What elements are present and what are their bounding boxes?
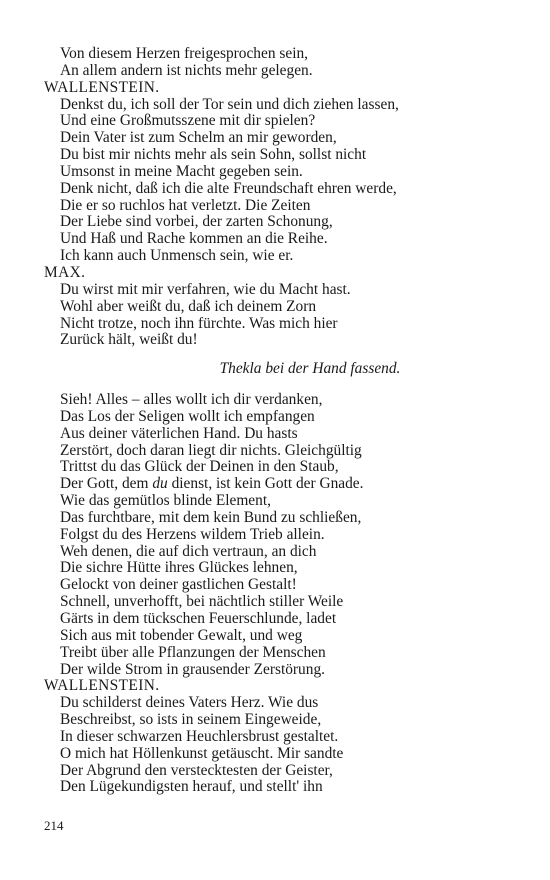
verse-text: Der Gott, dem: [60, 475, 153, 493]
verse-line: Wie das gemütlos blinde Element,: [60, 492, 271, 510]
verse-line: An allem andern ist nichts mehr gelegen.: [60, 61, 313, 79]
verse-line: Folgst du des Herzens wildem Trieb allein.: [60, 525, 325, 543]
verse-line: [0, 476, 550, 493]
verse-line: Die sichre Hütte ihres Glückes lehnen,: [60, 559, 298, 577]
verse-line: Zerstört, doch daran liegt dir nichts. Gleichgültig: [60, 441, 362, 459]
verse-line: Der Abgrund den verstecktesten der Geister,: [60, 761, 333, 779]
verse-line: Du schilderst deines Vaters Herz. Wie dus: [60, 694, 319, 712]
verse-line: Dein Vater ist zum Schelm an mir geworden,: [60, 129, 337, 147]
verse-line: Aus deiner väterlichen Hand. Du hasts: [60, 424, 298, 442]
page-number: 214: [44, 818, 64, 833]
speaker-name: MAX.: [44, 263, 86, 281]
verse-line: Denkst du, ich soll der Tor sein und dich ziehen lassen,: [60, 95, 399, 113]
verse-line: Die er so ruchlos hat verletzt. Die Zeiten: [60, 196, 311, 214]
verse-line: Der wilde Strom in grausender Zerstörung.: [60, 660, 325, 678]
verse-line: Weh denen, die auf dich vertraun, an dich: [60, 542, 317, 560]
verse-line: Zurück hält, weißt du!: [60, 331, 198, 349]
verse-text: dienst, ist kein Gott der Gnade.: [167, 475, 364, 493]
verse-line: Trittst du das Glück der Deinen in den Staub,: [60, 458, 339, 476]
verse-line: Denk nicht, daß ich die alte Freundschaft ehren werde,: [60, 179, 397, 197]
verse-line: Gelockt von deiner gastlichen Gestalt!: [60, 576, 297, 594]
verse-line: Sich aus mit tobender Gewalt, und weg: [60, 626, 303, 644]
speaker-name: WALLENSTEIN.: [44, 677, 160, 695]
verse-line: Und Haß und Rache kommen an die Reihe.: [60, 230, 328, 248]
spacer: [0, 378, 550, 392]
verse-line: O mich hat Höllenkunst getäuscht. Mir sandte: [60, 744, 344, 762]
play-text: [0, 46, 550, 796]
verse-line: Du bist mir nichts mehr als sein Sohn, sollst nicht: [60, 146, 367, 164]
emphasis-text: du: [152, 475, 168, 493]
verse-line: Treibt über alle Pflanzungen der Menschen: [60, 643, 326, 661]
verse-line: Nicht trotze, noch ihn fürchte. Was mich hier: [60, 314, 338, 332]
verse-line: In dieser schwarzen Heuchlersbrust gestaltet.: [60, 727, 339, 745]
verse-line: Das furchtbare, mit dem kein Bund zu schließen,: [60, 508, 362, 526]
verse-line: Das Los der Seligen wollt ich empfangen: [60, 407, 315, 425]
verse-line: Von diesem Herzen freigesprochen sein,: [60, 45, 309, 62]
stage-direction: Thekla bei der Hand fassend.: [219, 360, 401, 378]
verse-line: Sieh! Alles – alles wollt ich dir verdanken,: [60, 391, 323, 409]
verse-line: Beschreibst, so ists in seinem Eingeweide,: [60, 711, 322, 729]
verse-line: Gärts in dem tückschen Feuerschlunde, ladet: [60, 610, 337, 627]
verse-line: Umsonst in meine Macht gegeben sein.: [60, 162, 303, 180]
verse-line: Ich kann auch Unmensch sein, wie er.: [60, 247, 294, 265]
verse-line: Den Lügekundigsten herauf, und stellt' ihn: [60, 778, 323, 796]
verse-line: Und eine Großmutsszene mit dir spielen?: [60, 112, 316, 130]
verse-line: Du wirst mit mir verfahren, wie du Macht hast.: [60, 280, 351, 298]
verse-line: Schnell, unverhofft, bei nächtlich stiller Weile: [60, 593, 344, 611]
speaker-name: WALLENSTEIN.: [44, 78, 160, 96]
verse-line: Wohl aber weißt du, daß ich deinem Zorn: [60, 297, 317, 315]
verse-line: Der Liebe sind vorbei, der zarten Schonung,: [60, 213, 333, 231]
